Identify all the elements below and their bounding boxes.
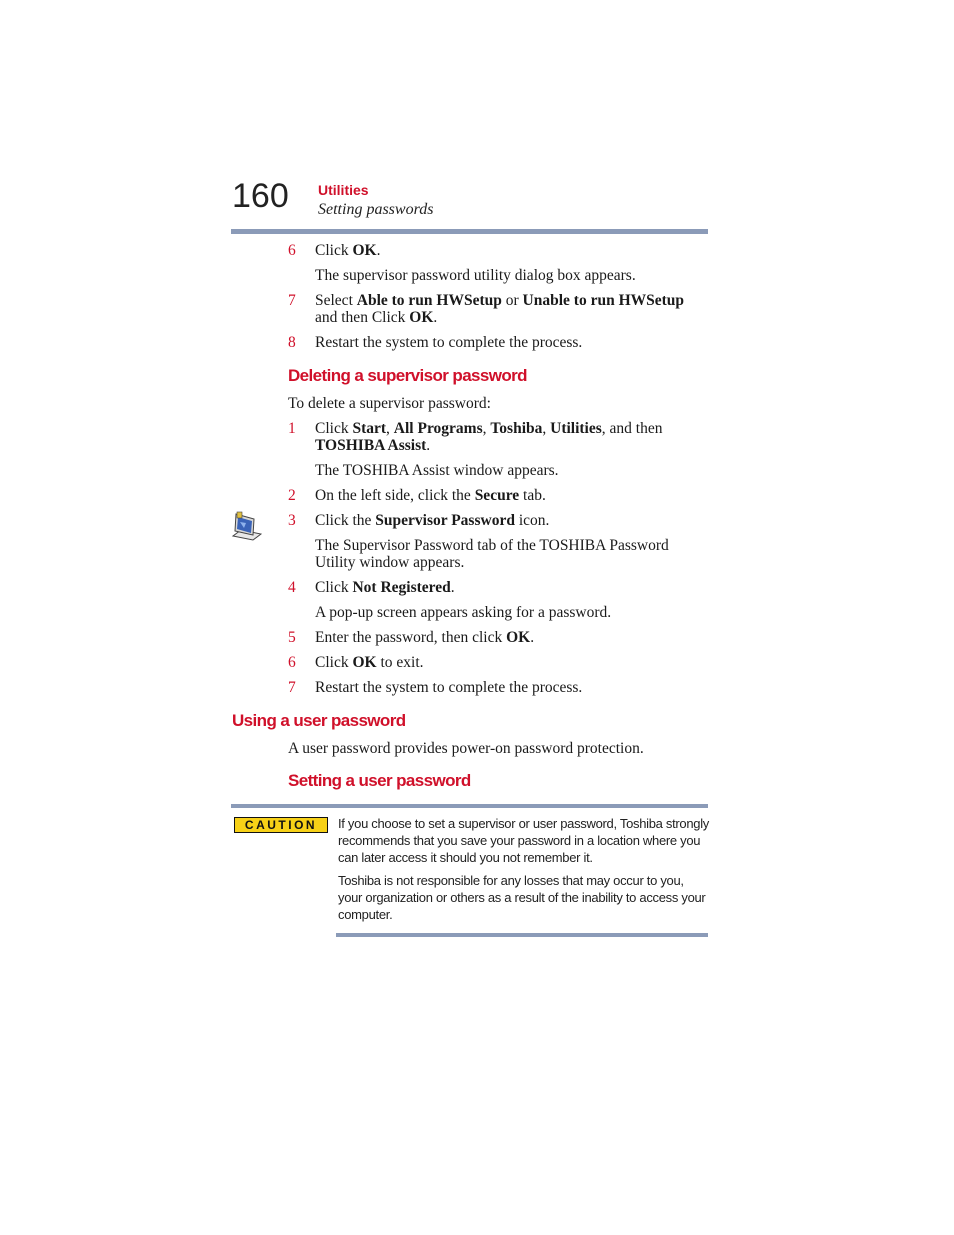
caution-paragraph: Toshiba is not responsible for any losses that may occur to you, your organization or others as a result of the inability to access your computer.: [338, 873, 706, 922]
step-number: 3: [288, 512, 296, 529]
step-result: The Supervisor Password tab of the TOSHIBA Password Utility window appears.: [315, 537, 669, 571]
step-number: 8: [288, 334, 296, 351]
step-number: 7: [288, 292, 296, 309]
intro-text: To delete a supervisor password:: [288, 395, 491, 412]
step-number: 1: [288, 420, 296, 437]
header-rule: [231, 229, 708, 234]
step-number: 6: [288, 654, 296, 671]
step-result: The TOSHIBA Assist window appears.: [315, 462, 559, 479]
intro-text: A user password provides power-on password protection.: [288, 740, 644, 757]
step-number: 5: [288, 629, 296, 646]
step-number: 6: [288, 242, 296, 259]
laptop-icon: [230, 510, 262, 543]
step-number: 7: [288, 679, 296, 696]
step-number: 4: [288, 579, 296, 596]
chapter-title: Utilities: [318, 182, 369, 198]
heading-using-user-password: Using a user password: [232, 711, 406, 730]
section-title: Setting passwords: [318, 201, 434, 218]
caution-top-rule: [231, 804, 708, 808]
caution-badge: CAUTION: [234, 817, 328, 833]
heading-setting-user-password: Setting a user password: [288, 771, 471, 790]
heading-deleting-supervisor-password: Deleting a supervisor password: [288, 366, 527, 385]
caution-bottom-rule: [336, 933, 708, 937]
step-result: A pop-up screen appears asking for a password.: [315, 604, 612, 621]
step-result: The supervisor password utility dialog box appears.: [315, 267, 636, 284]
caution-paragraph: If you choose to set a supervisor or user password, Toshiba strongly recommends that you save your password in a location where you can later access it should you not remember it.: [338, 816, 710, 865]
page-number: 160: [232, 177, 289, 215]
step-number: 2: [288, 487, 296, 504]
